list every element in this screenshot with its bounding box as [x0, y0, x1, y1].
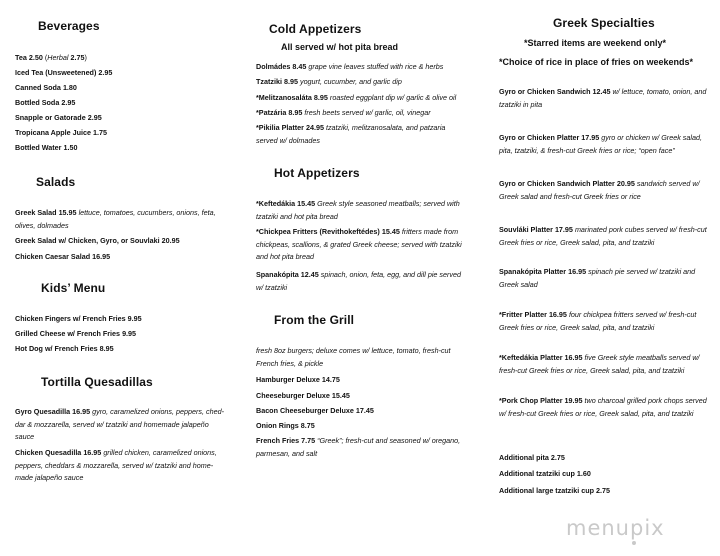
item-price: 1.50	[63, 143, 78, 152]
item-name: Spanakópita Platter	[499, 267, 567, 276]
item-price: 9.95	[127, 314, 142, 323]
hot-appetizers-heading: Hot Appetizers	[274, 166, 360, 180]
item-name: Gyro or Chicken Sandwich	[499, 87, 591, 96]
menu-item	[256, 435, 468, 460]
item-name: Gyro or Chicken Sandwich Platter	[499, 179, 615, 188]
item-name: Greek Salad w/ Chicken, Gyro, or Souvlaki	[15, 236, 160, 245]
item-price: 8.95	[283, 77, 298, 86]
item-price: 16.95	[548, 310, 567, 319]
item-name: Tea	[15, 53, 27, 62]
item-name: Dolmádes	[256, 62, 291, 71]
menu-item	[499, 266, 711, 291]
menu-item	[256, 61, 443, 74]
item-name: Hamburger Deluxe	[256, 375, 320, 384]
item-name: *Patzária	[256, 108, 287, 117]
menu-item	[499, 178, 711, 203]
item-name: Greek Salad	[15, 208, 57, 217]
item-name: French Fries	[256, 436, 300, 445]
menu-item	[15, 251, 110, 264]
item-price: 2.95	[61, 98, 76, 107]
item-name: *Fritter Platter	[499, 310, 547, 319]
item-description: four chickpea fritters served w/ fresh-cut Greek fries or rice, Greek salad, pita, and tzatziki	[499, 310, 697, 332]
item-price: 17.95	[581, 133, 600, 142]
item-description: “Greek”; fresh-cut and seasoned w/ oregano, parmesan, and salt	[256, 436, 461, 458]
menu-item	[256, 405, 374, 418]
cold-appetizers-heading: Cold Appetizers	[269, 22, 362, 36]
menu-item	[256, 92, 456, 105]
beverages-heading: Beverages	[38, 19, 100, 33]
menu-item	[256, 226, 468, 264]
item-price: 8.75	[300, 421, 315, 430]
greek-specialties-heading: Greek Specialties	[553, 16, 655, 30]
item-price: 7.75	[301, 436, 316, 445]
menu-item	[256, 76, 402, 89]
item-name: *Keftedákia Platter	[499, 353, 563, 362]
menu-item	[499, 395, 711, 420]
menu-item	[15, 67, 112, 80]
menu-item	[499, 86, 711, 111]
item-name: Bottled Water	[15, 143, 62, 152]
item-name: Additional tzatziki cup	[499, 469, 575, 478]
item-price: 16.95	[72, 407, 91, 416]
menu-item	[15, 406, 225, 444]
item-description: yogurt, cucumber, and garlic dip	[299, 77, 402, 86]
item-price: 17.95	[554, 225, 573, 234]
item-price: 15.95	[58, 208, 77, 217]
item-description: gyro, caramelized onions, peppers, ched-dar & mozzarella, served w/ tzatziki and homemade jalapeño sauce	[15, 407, 224, 441]
menu-item	[15, 82, 77, 95]
menu-item	[499, 132, 711, 157]
item-name: Additional large tzatziki cup	[499, 486, 595, 495]
herbal-label: Herbal	[47, 53, 69, 62]
item-description: two charcoal grilled pork chops served w/ fresh-cut Greek fries or rice, Greek salad, pita, and tzatziki	[499, 396, 707, 418]
rice-note: *Choice of rice in place of fries on weekends*	[499, 57, 694, 67]
item-name: Chicken Fingers w/ French Fries	[15, 314, 126, 323]
item-price: 8.45	[292, 62, 307, 71]
menu-item	[499, 352, 711, 377]
item-price: 17.45	[355, 406, 374, 415]
item-price: 12.45	[592, 87, 611, 96]
kids-menu-heading: Kids’ Menu	[41, 281, 106, 295]
item-name: Gyro or Chicken Platter	[499, 133, 580, 142]
item-price: 9.95	[122, 329, 137, 338]
item-name: Bottled Soda	[15, 98, 60, 107]
item-description: tzatziki, melitzanosalata, and patzaria served w/ dolmades	[256, 123, 446, 145]
item-price: 8.95	[313, 93, 328, 102]
item-name: Additional pita	[499, 453, 549, 462]
item-description: lettuce, tomatoes, cucumbers, onions, feta, olives, dolmades	[15, 208, 216, 230]
item-name: Gyro Quesadilla	[15, 407, 71, 416]
menu-item	[499, 309, 711, 334]
menu-item	[256, 107, 431, 120]
item-name: Chicken Caesar Salad	[15, 252, 91, 261]
menu-item	[15, 207, 225, 232]
item-description: marinated pork cubes served w/ fresh-cut Greek fries or rice, Greek salad, pita, and tzatziki	[499, 225, 707, 247]
item-price: 14.75	[321, 375, 340, 384]
item-description: fritters made from chickpeas, scallions, & grated Greek cheese; served with tzatziki and hot pita bread	[256, 227, 462, 261]
menu-item	[256, 420, 315, 433]
cold-appetizers-subtitle: All served w/ hot pita bread	[281, 42, 399, 52]
item-price: 2.50	[28, 53, 43, 62]
weekend-note: *Starred items are weekend only*	[524, 38, 667, 48]
item-price: 1.60	[576, 469, 591, 478]
extra-item	[499, 485, 610, 498]
menu-item	[256, 390, 350, 403]
item-description: spinach, onion, feta, egg, and dill pie served w/ tzatziki	[256, 270, 462, 292]
item-price: 16.95	[92, 252, 111, 261]
menu-item	[256, 374, 340, 387]
menu-item	[15, 127, 107, 140]
item-price: 19.95	[564, 396, 583, 405]
item-name: Souvláki Platter	[499, 225, 553, 234]
item-price: 1.75	[93, 128, 108, 137]
item-description: grilled chicken, caramelized onions, peppers, cheddars & mozzarella, served w/ tzatziki and home-made jalapeño sauce	[15, 448, 217, 482]
from-the-grill-heading: From the Grill	[274, 313, 355, 327]
item-description: spinach pie served w/ tzatziki and Greek salad	[499, 267, 696, 289]
item-price: 20.95	[616, 179, 635, 188]
item-price: 15.45	[381, 227, 400, 236]
menu-item	[499, 224, 711, 249]
item-price: 15.45	[331, 391, 350, 400]
item-description: roasted eggplant dip w/ garlic & olive oil	[329, 93, 457, 102]
menu-item	[256, 269, 468, 294]
item-description: gyro or chicken w/ Greek salad, pita, tzatziki, & fresh-cut Greek fries or rice; “open face”	[499, 133, 702, 155]
grill-intro	[256, 345, 468, 370]
item-price: 16.95	[83, 448, 102, 457]
item-name: Spanakópita	[256, 270, 299, 279]
menupix-watermark: menupix	[566, 516, 665, 540]
item-description: grape vine leaves stuffed with rice & herbs	[308, 62, 444, 71]
item-price: 15.45	[297, 199, 316, 208]
item-name: *Chickpea Fritters (Revithokeftédes)	[256, 227, 380, 236]
item-name: Tzatziki	[256, 77, 282, 86]
item-price: 12.45	[300, 270, 319, 279]
item-description: w/ lettuce, tomato, onion, and tzatziki in pita	[499, 87, 707, 109]
item-name: Canned Soda	[15, 83, 61, 92]
paren: (	[44, 53, 48, 62]
item-price: 8.95	[99, 344, 114, 353]
item-name: Snapple or Gatorade	[15, 113, 86, 122]
item-description: Greek style seasoned meatballs; served with tzatziki and hot pita bread	[256, 199, 460, 221]
item-price: 16.95	[564, 353, 583, 362]
item-price: 16.95	[568, 267, 587, 276]
menu-item	[15, 142, 77, 155]
item-name: Bacon Cheeseburger Deluxe	[256, 406, 354, 415]
item-description: five Greek style meatballs served w/ fresh-cut Greek fries or rice, Greek salad, pita, and tzatziki	[499, 353, 700, 375]
item-price: 2.95	[87, 113, 102, 122]
item-name: Iced Tea (Unsweetened)	[15, 68, 97, 77]
watermark-dot	[632, 541, 636, 545]
item-price: 1.80	[62, 83, 77, 92]
item-name: Hot Dog w/ French Fries	[15, 344, 98, 353]
paren: )	[84, 53, 87, 62]
item-name: Tropicana Apple Juice	[15, 128, 92, 137]
item-name: Onion Rings	[256, 421, 299, 430]
menu-item	[15, 112, 102, 125]
menu-item	[256, 198, 468, 223]
menu-item	[256, 122, 466, 147]
extra-item	[499, 468, 591, 481]
menu-item	[15, 313, 142, 326]
item-price: 8.95	[288, 108, 303, 117]
salads-heading: Salads	[36, 175, 76, 189]
item-price: 2.75	[596, 486, 611, 495]
item-name: *Melitzanosaláta	[256, 93, 312, 102]
item-name: *Pork Chop Platter	[499, 396, 563, 405]
item-description: sandwich served w/ Greek salad and fresh-cut Greek fries or rice	[499, 179, 700, 201]
menu-item	[15, 97, 75, 110]
item-price: 24.95	[305, 123, 324, 132]
extra-item	[499, 452, 565, 465]
item-name: *Pikilia Platter	[256, 123, 304, 132]
herbal-price: 2.75	[70, 53, 85, 62]
item-price: 2.75	[550, 453, 565, 462]
menu-item-tea	[15, 52, 87, 65]
menu-item	[15, 447, 225, 485]
item-name: Grilled Cheese w/ French Fries	[15, 329, 121, 338]
menu-item	[15, 328, 136, 341]
item-name: Cheeseburger Deluxe	[256, 391, 330, 400]
item-price: 2.95	[98, 68, 113, 77]
item-price: 20.95	[161, 236, 180, 245]
item-name: Chicken Quesadilla	[15, 448, 82, 457]
item-description: fresh 8oz burgers; deluxe comes w/ lettuce, tomato, fresh-cut French fries, & pickle	[256, 346, 451, 368]
menu-item	[15, 343, 114, 356]
item-name: *Keftedákia	[256, 199, 296, 208]
menu-item	[15, 235, 180, 248]
item-description: fresh beets served w/ garlic, oil, vinegar	[304, 108, 431, 117]
quesadillas-heading: Tortilla Quesadillas	[41, 375, 153, 389]
